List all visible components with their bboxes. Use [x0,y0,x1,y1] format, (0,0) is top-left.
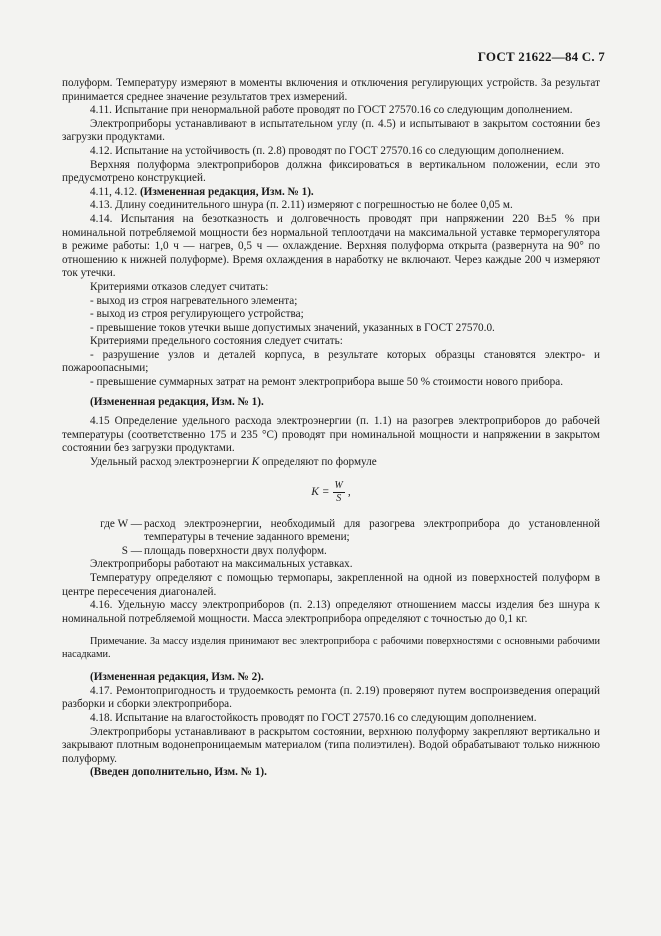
paragraph: Критериями отказов следует считать: [90,280,269,293]
paragraph: 4.15 Определение удельного расхода электроэнергии (п. 1.1) на разогрев электроприборов до рабочей температуры (соответственно 175 и 235 °С) проводят при номинальной мощности и напряжении в закрытом состоянии без загрузки продуктами. [62,415,600,455]
paragraph: 4.11. Испытание при ненормальной работе проводят по ГОСТ 27570.16 со следующим дополнением. [90,104,573,117]
amendment-note: (Введен дополнительно, Изм. № 1). [90,766,267,779]
amendment-note: (Измененная редакция, Изм. № 1). [90,395,264,408]
document-body [62,77,600,780]
list-item: - выход из строя регулирующего устройства; [90,308,304,321]
list-item: - выход из строя нагревательного элемента; [90,294,298,307]
formula-denominator: S [336,493,342,505]
list-item: - превышение суммарных затрат на ремонт электроприбора выше 50 % стоимости нового прибора. [90,376,564,389]
list-item: - превышение токов утечки выше допустимых значений, указанных в ГОСТ 27570.0. [90,321,495,334]
list-item: - разрушение узлов и деталей корпуса, в результате которых образцы становятся электро- и пожароопасными; [62,348,600,375]
paragraph: Удельный расход электроэнергии K определяют по формуле [90,456,377,469]
amendment-note: (Измененная редакция, Изм. № 1). [139,185,314,198]
paragraph: 4.17. Ремонтопригодность и трудоемкость ремонта (п. 2.19) проверяют путем воспроизведения операций разборки и сборки электроприбора. [62,684,600,711]
paragraph: Критериями предельного состояния следует считать: [90,335,343,348]
paragraph: 4.18. Испытание на влагостойкость проводят по ГОСТ 27570.16 со следующим дополнением. [90,711,537,724]
legend-text: расход электроэнергии, необходимый для разогрева электроприбора до установленной температуры в течение заданного времени; [144,517,600,544]
paragraph: Электроприборы работают на максимальных уставках. [90,558,353,571]
paragraph: полуформ. Температуру измеряют в моменты включения и отключения регулирующих устройств. За результат принимается среднее значение результатов трех измерений. [62,77,600,103]
formula-legend [62,518,600,559]
paragraph: 4.13. Длину соединительного шнура (п. 2.11) измеряют с погрешностью не более 0,05 м. [90,199,513,212]
formula-tail: , [347,485,351,498]
paragraph: Электроприборы устанавливают в испытательном углу (п. 4.5) и испытывают в закрытом состоянии без загрузки продуктами. [62,117,600,144]
formula-numerator: W [334,480,343,492]
formula-lhs: K = [311,485,330,498]
legend-text: площадь поверхности двух полуформ. [144,544,327,557]
amendment-note: (Измененная редакция, Изм. № 2). [90,671,264,684]
formula [62,478,600,508]
paragraph: Температуру определяют с помощью термопары, закрепленной на одной из поверхностей полуформ в центре пересечения диагоналей. [62,572,600,598]
paragraph: 4.16. Удельную массу электроприборов (п. 2.13) определяют отношением массы изделия без шнура к номинальной потребляемой мощности. Масса электроприбора определяют с точностью до 0,1 кг. [62,599,600,625]
paragraph: Электроприборы устанавливают в раскрытом состоянии, верхнюю полуформу закрепляют вертикально и закрывают плотным водонепроницаемым материалом (типа полиэтилен). Водой обрабатывают только нижнюю полуформу. [62,725,600,765]
legend-row-w [62,518,600,545]
paragraph: Верхняя полуформа электроприборов должна фиксироваться в вертикальном положении, если это предусмотрено конструкцией. [62,158,600,185]
paragraph: 4.12. Испытание на устойчивость (п. 2.8) проводят по ГОСТ 27570.16 со следующим дополнением. [90,144,565,157]
paragraph: 4.14. Испытания на безотказность и долговечность проводят при напряжении 220 В±5 % при номинальной потребляемой мощности без нормальной теплоотдачи на максимальной уставке терморегулятора в режиме работы: 1,0 ч — нагрев, 0,5 ч — охлаждение. Верхняя полуформа открыта (развернута на 90° по отношению к нижней полуформе). Время охлаждения в наработку не включают. Через каждые 200 ч измеряют ток утечки. [62,212,600,280]
legend-label: S — [121,544,142,557]
formula-fraction [333,480,345,505]
legend-row-s [62,545,600,559]
amendment-ref: 4.11, 4.12. [90,185,140,198]
amendment-line [62,186,600,200]
note: Примечание. За массу изделия принимают вес электроприбора с рабочими поверхностями с основными рабочими насадками. [62,636,600,660]
legend-label: где W — [100,517,142,530]
page-header: ГОСТ 21622—84 С. 7 [477,49,605,64]
